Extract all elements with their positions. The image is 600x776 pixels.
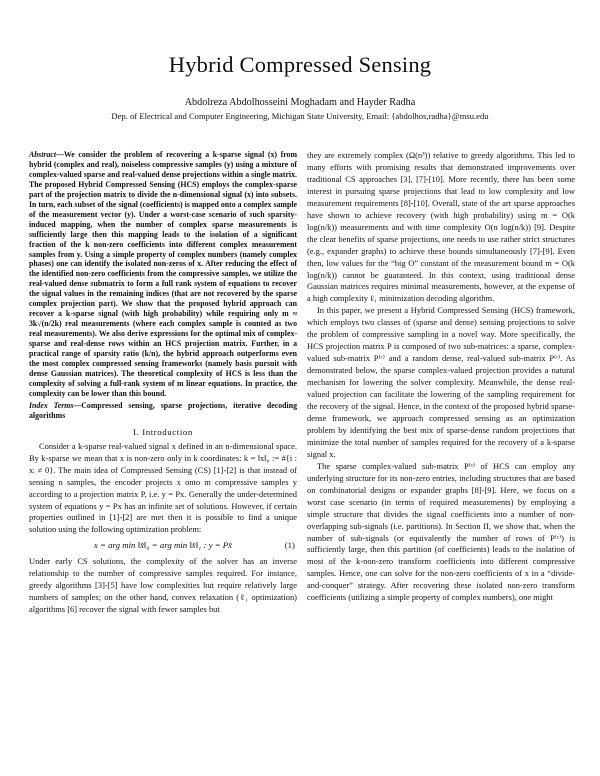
- paper-affiliation: Dep. of Electrical and Computer Engineering, Michigan State University, Email: {abdolhos,radha}@msu.edu: [111, 111, 489, 121]
- paper-authors: Abdolreza Abdolhosseini Moghadam and Hayder Radha: [184, 97, 416, 108]
- right-column: [307, 150, 575, 604]
- section-heading-introduction: I. Introduction: [133, 426, 193, 437]
- right-paragraph-3: The sparse complex-valued sub-matrix P⁽ᶜ⁾ of HCS can employ any underlying structure for its non-zero entries, including structures that are based on combinatorial designs or expander graphs [8]-[9]. Here, we focus on a worst case scenario (in terms of required measurements) by employing a simple structure that divides the signal coefficients into a number of non-overlapping sub-signals (i.e. partitions). In Section II, we show that, when the number of sub-signals (or equivalently the number of rows of P⁽ᶜ⁾) is sufficiently large, then this partition (of coefficients) leads to the isolation of most of the k-non-zero transform coefficients into different compressive samples. Hence, one can solve for the non-zero coefficients of x in a “divide-and-conquer” strategy. After recovering these isolated non-zero transform coefficients (utilizing a simple property of complex numbers), one might: [307, 460, 575, 603]
- index-terms: [29, 401, 297, 421]
- right-paragraph-1: they are extremely complex (Ω(n³)) relative to greedy algorithms. This led to many efforts with promising results that demonstrated improvements over traditional CS approaches [3], [7]-[10]. More recently, there has been some interest in pursuing sparse projections that lead to low complexity and low measurement requirements [8]-[10]. Overall, state of the art sparse approaches have shown to achieve recovery (with high probability) using m = O(k log(n/k)) measurements and with time complexity O(n log(n/k)) [9]. Despite the clear benefits of sparse projections, one needs to use rather strict structures (e.g., expander graphs) to achieve these bounds simultaneously [7]-[9]. Even then, low values for the “big O” constant of the measurement bound m = O(k log(n/k)) cannot be guaranteed. In this context, using traditional dense Gaussian matrices requires minimal measurements, however, at the expense of a high complexity ℓ₁ minimization decoding algorithm.: [307, 150, 575, 304]
- index-terms-text: —Compressed sensing, sparse projections, iterative decoding algorithms: [29, 400, 297, 420]
- intro-paragraph-2: Under early CS solutions, the complexity of the solver has an inverse relationship to the number of compressive samples required. For instance, greedy algorithms [3]-[5] have low complexities but require relatively large numbers of samples; on the other hand, convex relaxation (ℓ₁ optimization) algorithms [6] recover the signal with fewer samples but: [29, 556, 297, 615]
- equation-1: [29, 536, 297, 556]
- index-terms-lead: Index Terms: [29, 400, 74, 410]
- paper-title: Hybrid Compressed Sensing: [168, 52, 432, 77]
- abstract-lead: Abstract: [29, 150, 57, 159]
- left-column: [29, 150, 297, 616]
- intro-paragraph-1: Consider a k-sparse real-valued signal x defined in an n-dimensional space. By k-sparse we mean that x is non-zero only in k coordinates: k = ‖x‖₀ := #{i : xᵢ ≠ 0}. The main idea of Compressed Sensing (CS) [1]-[2] is that instead of sensing n samples, the encoder projects x onto m compressive samples y according to a projection matrix P, i.e. y = Px. Generally the under-determined system of equations y = Px has an infinite set of solutions. However, if certain properties outlined in [1]-[2] are met then it is possible to find a unique solution using the following optimization problem:: [29, 440, 297, 535]
- abstract-text: —We consider the problem of recovering a k-sparse signal (x) from hybrid (complex and real), noiseless compressive samples (y) using a mixture of complex-valued sparse and real-valued dense projections within a single matrix. The proposed Hybrid Compressed Sensing (HCS) employs the complex-sparse part of the projection matrix to divide the n-dimensional signal (x) into subsets. In turn, each subset of the signal (coefficients) is mapped onto a complex sample of the measurement vector (y). Under a worst-case scenario of such sparsity-induced mapping, when the number of complex sparse measurements is sufficiently large then this mapping leads to the isolation of a significant fraction of the k non-zero coefficients into different complex measurement samples from y. Using a simple property of complex numbers (namely complex phases) one can identify the isolated non-zeros of x. After reducing the effect of the identified non-zero coefficients from the compressive samples, we utilize the real-valued dense submatrix to form a full rank system of equations to recover the signal values in the remaining indices (that are not recovered by the sparse complex projection part). We show that the proposed hybrid approach can recover a k-sparse signal (with high probability) while requiring only m ≈ 3k√(n/2k) real measurements (where each complex sample is counted as two real measurements). We also derive expressions for the optimal mix of complex-sparse and real-dense rows within an HCS projection matrix. Further, in a practical range of sparsity ratio (k/n), the hybrid approach outperforms even the most complex compressed sensing frameworks (namely basis pursuit with dense Gaussian matrices). The theoretical complexity of HCS is less than the complexity of solving a full-rank system of m linear equations. In practice, the complexity can be lower than this bound.: [29, 150, 297, 398]
- abstract: [29, 150, 297, 399]
- right-paragraph-2: In this paper, we present a Hybrid Compressed Sensing (HCS) framework, which employs two classes of (sparse and dense) sensing projections to solve the problem of compressive sampling in a novel way. More specifically, the HCS projection matrix P is composed of two sub-matrices: a sparse, complex-valued sub-matrix P⁽ᶜ⁾ and a random dense, real-valued sub-matrix P⁽ʳ⁾. As demonstrated below, the sparse complex-valued projection provides a natural mechanism for lowering the solver complexity. Meanwhile, the dense real-valued projection can facilitate the lowering of the sampling requirement for the recovery of the signal. Hence, in the context of the proposed hybrid sparse-dense framework, we approach compressed sensing as an optimization problem by identifying the best mix of sparse-dense random projections that minimize the total number of samples required for the recovery of a k-sparse signal x.: [307, 305, 575, 459]
- equation-body: x = arg min ‖x̂‖₀ = arg min ‖x̂‖₁ : y = Px̂: [93, 540, 233, 551]
- equation-number: (1): [284, 540, 295, 551]
